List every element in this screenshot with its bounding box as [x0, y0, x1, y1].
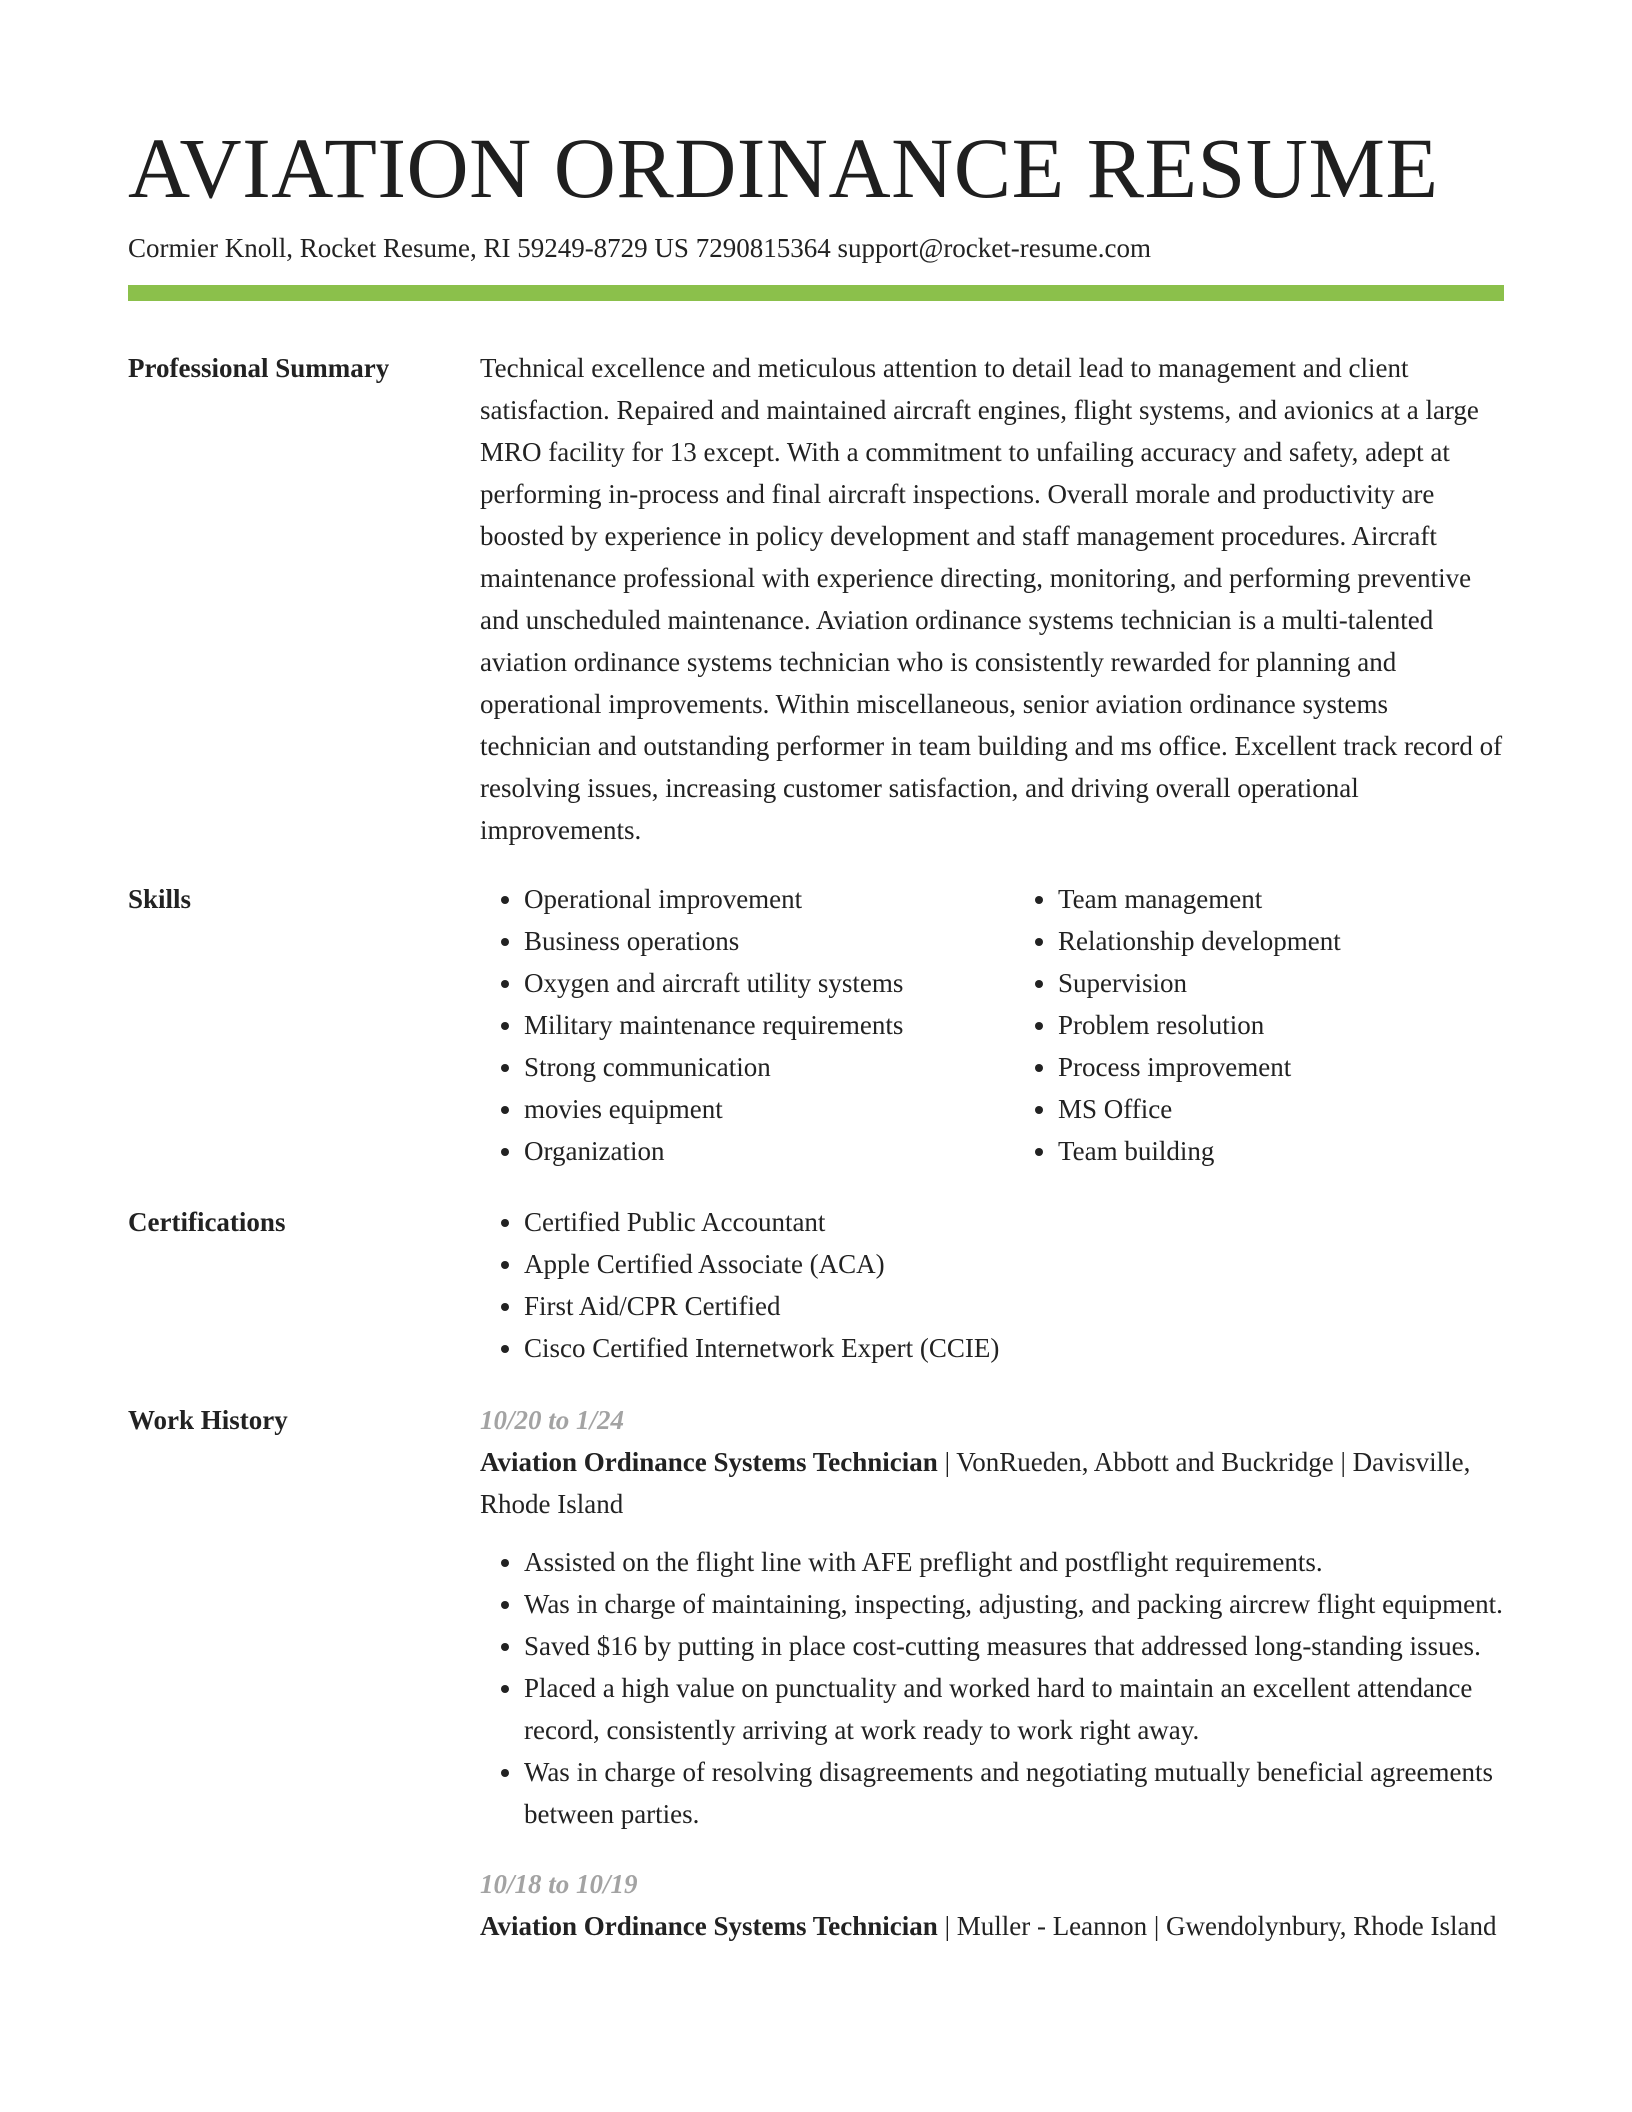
certifications-body	[480, 1201, 1504, 1369]
job-employer-location: | VonRueden, Abbott and Buckridge | Davisville, Rhode Island	[480, 1447, 1471, 1519]
job-title: Aviation Ordinance Systems Technician	[480, 1911, 938, 1941]
skill-item: • Operational improvement	[524, 878, 970, 920]
skill-item: • Organization	[524, 1130, 970, 1172]
certification-item: • Certified Public Accountant	[524, 1201, 1504, 1243]
skill-item: • Business operations	[524, 920, 970, 962]
skills-list-right	[1014, 878, 1504, 1172]
contact-line: Cormier Knoll, Rocket Resume, RI 59249-8729 US 7290815364 support@rocket-resume.com	[128, 233, 1151, 263]
skill-item: • Team building	[1058, 1130, 1504, 1172]
summary-text: Technical excellence and meticulous attention to detail lead to management and client satisfaction. Repaired and maintained aircraft engines, flight systems, and avionics at a large MRO facility for 13 except. With a commitment to unfailing accuracy and safety, adept at performing in-process and final aircraft inspections. Overall morale and productivity are boosted by experience in policy development and staff management procedures. Aircraft maintenance professional with experience directing, monitoring, and performing preventive and unscheduled maintenance. Aviation ordinance systems technician is a multi-talented aviation ordinance systems technician who is consistently rewarded for planning and operational improvements. Within miscellaneous, senior aviation ordinance systems technician and outstanding performer in team building and ms office. Excellent track record of resolving issues, increasing customer satisfaction, and driving overall operational improvements.	[480, 353, 1503, 845]
header-divider	[128, 285, 1504, 301]
skills-body	[480, 878, 1504, 1172]
certification-item: • Cisco Certified Internetwork Expert (CCIE)	[524, 1327, 1504, 1369]
skill-item: • Supervision	[1058, 962, 1504, 1004]
job-dates: 10/18 to 10/19	[480, 1869, 638, 1899]
work-history-heading: Work History	[128, 1405, 288, 1435]
certifications-list	[480, 1201, 1504, 1369]
skill-item: • Strong communication	[524, 1046, 970, 1088]
skill-item: • Process improvement	[1058, 1046, 1504, 1088]
job-bullets	[480, 1541, 1504, 1835]
job-title: Aviation Ordinance Systems Technician	[480, 1447, 938, 1477]
certifications-heading: Certifications	[128, 1207, 286, 1237]
resume-title: AVIATION ORDINANCE RESUME	[128, 120, 1439, 216]
job-bullet: • Placed a high value on punctuality and worked hard to maintain an excellent attendance record, consistently arriving at work ready to work right away.	[524, 1667, 1504, 1751]
skill-item: • movies equipment	[524, 1088, 970, 1130]
skills-list-left	[480, 878, 970, 1172]
job-bullet: • Was in charge of maintaining, inspecting, adjusting, and packing aircrew flight equipment.	[524, 1583, 1504, 1625]
summary-heading: Professional Summary	[128, 353, 390, 383]
certification-item: • Apple Certified Associate (ACA)	[524, 1243, 1504, 1285]
summary-body	[480, 347, 1504, 851]
skill-item: • Relationship development	[1058, 920, 1504, 962]
skill-item: • MS Office	[1058, 1088, 1504, 1130]
job-employer-location: | Muller - Leannon | Gwendolynbury, Rhode Island	[937, 1911, 1497, 1941]
job-heading	[480, 1441, 1504, 1525]
job-heading	[480, 1905, 1504, 1947]
work-history-body	[480, 1399, 1504, 1947]
skill-item: • Oxygen and aircraft utility systems	[524, 962, 970, 1004]
job-dates: 10/20 to 1/24	[480, 1405, 625, 1435]
skills-heading: Skills	[128, 884, 192, 914]
skill-item: • Problem resolution	[1058, 1004, 1504, 1046]
certification-item: • First Aid/CPR Certified	[524, 1285, 1504, 1327]
job-entry	[480, 1399, 1504, 1835]
job-entry	[480, 1863, 1504, 1947]
job-bullet: • Assisted on the flight line with AFE preflight and postflight requirements.	[524, 1541, 1504, 1583]
job-bullet: • Saved $16 by putting in place cost-cutting measures that addressed long-standing issues.	[524, 1625, 1504, 1667]
job-bullet: • Was in charge of resolving disagreements and negotiating mutually beneficial agreements between parties.	[524, 1751, 1504, 1835]
skill-item: • Team management	[1058, 878, 1504, 920]
skill-item: • Military maintenance requirements	[524, 1004, 970, 1046]
